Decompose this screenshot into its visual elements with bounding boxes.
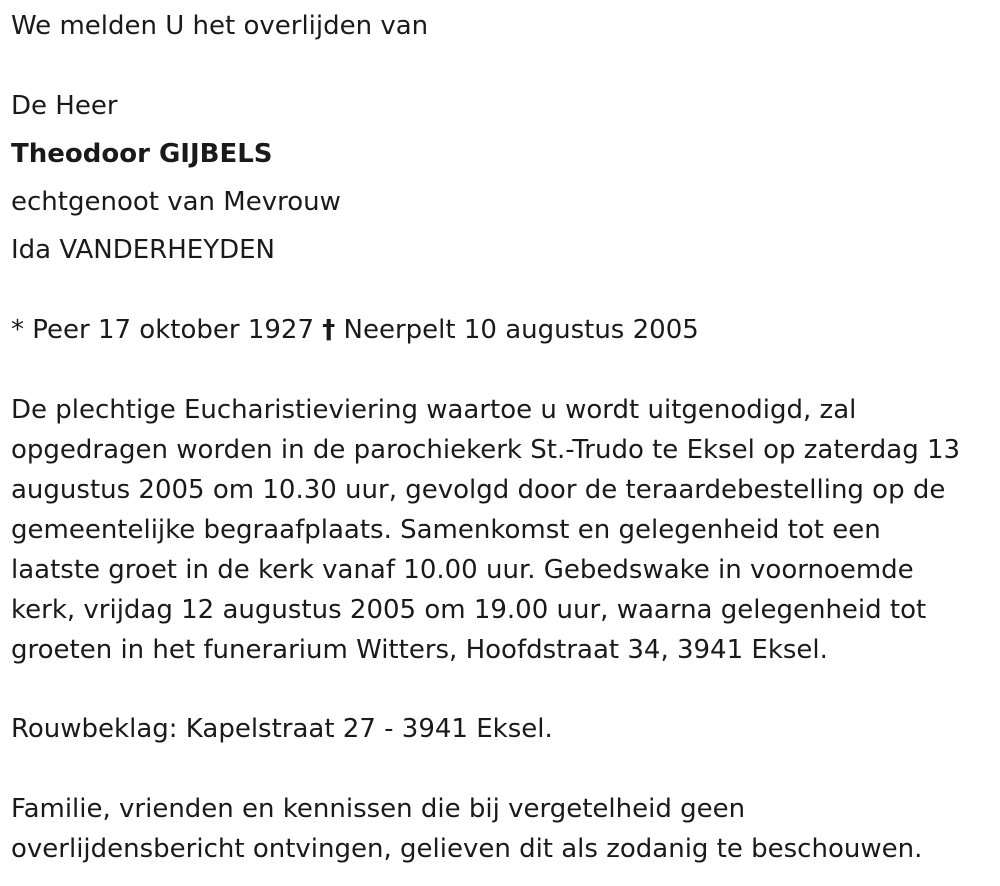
ceremony-line: opgedragen worden in de parochiekerk St.-Trudo te Eksel op zaterdag 13 bbox=[11, 435, 961, 465]
closing-paragraph bbox=[11, 789, 996, 869]
birth-info: * Peer 17 oktober 1927 bbox=[11, 315, 314, 345]
cross-icon: † bbox=[322, 315, 336, 345]
spouse-name: Ida VANDERHEYDEN bbox=[11, 235, 275, 265]
spouse-label: echtgenoot van Mevrouw bbox=[11, 187, 341, 217]
condolence-address: Rouwbeklag: Kapelstraat 27 - 3941 Eksel. bbox=[11, 714, 553, 744]
deceased-name: Theodoor GIJBELS bbox=[11, 139, 273, 169]
intro-text: We melden U het overlijden van bbox=[11, 11, 429, 41]
salutation: De Heer bbox=[11, 91, 118, 121]
closing-line: overlijdensbericht ontvingen, gelieven dit als zodanig te beschouwen. bbox=[11, 834, 923, 864]
ceremony-line: laatste groet in de kerk vanaf 10.00 uur. Gebedswake in voornoemde bbox=[11, 555, 914, 585]
ceremony-paragraph bbox=[11, 390, 996, 670]
ceremony-line: De plechtige Eucharistieviering waartoe u wordt uitgenodigd, zal bbox=[11, 395, 857, 425]
ceremony-line: kerk, vrijdag 12 augustus 2005 om 19.00 uur, waarna gelegenheid tot bbox=[11, 595, 927, 625]
ceremony-line: groeten in het funerarium Witters, Hoofdstraat 34, 3941 Eksel. bbox=[11, 635, 828, 665]
closing-line: Familie, vrienden en kennissen die bij vergetelheid geen bbox=[11, 794, 746, 824]
death-info: Neerpelt 10 augustus 2005 bbox=[343, 315, 699, 345]
ceremony-line: gemeentelijke begraafplaats. Samenkomst en gelegenheid tot een bbox=[11, 515, 881, 545]
ceremony-line: augustus 2005 om 10.30 uur, gevolgd door de teraardebestelling op de bbox=[11, 475, 946, 505]
life-dates bbox=[11, 315, 699, 345]
